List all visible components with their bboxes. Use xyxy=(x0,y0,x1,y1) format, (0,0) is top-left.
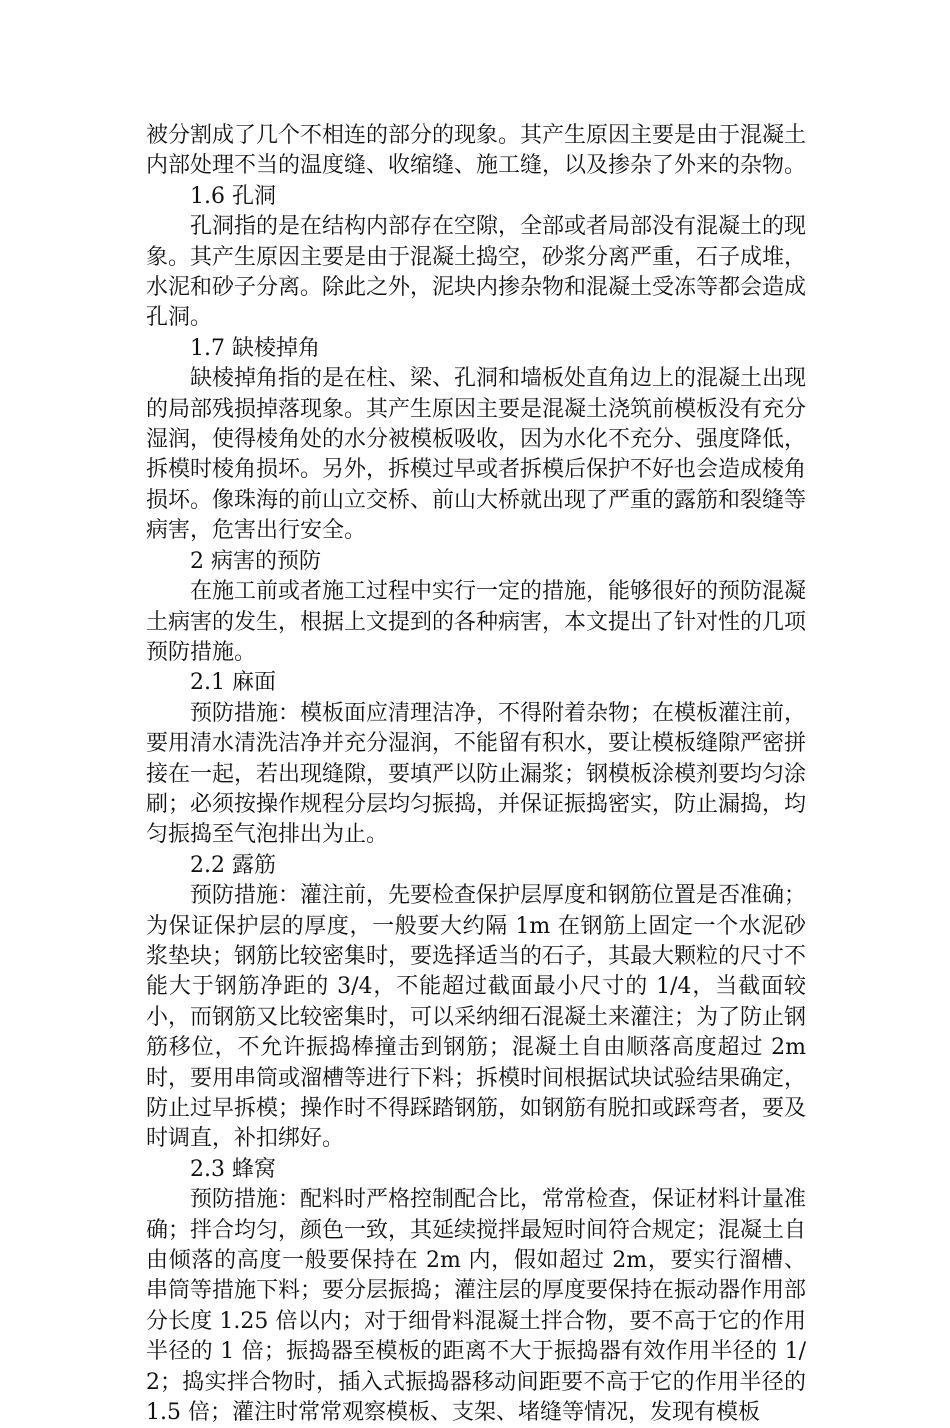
section-heading-2-2: 2.2 露筋 xyxy=(190,852,276,878)
paragraph-exposed-rebar-prevention: 预防措施：灌注前，先要检查保护层厚度和钢筋位置是否准确；为保证保护层的厚度，一般要大约隔 1m 在钢筋上固定一个水泥砂浆垫块；钢筋比较密集时，要选择适当的石子，其最大颗粒的尺寸不能大于钢筋净距的 3/4，不能超过截面最小尺寸的 1/4，当截面较小，而钢筋又比较密集时，可以采纳细石混凝土来灌注；为了防止钢筋移位，不允许振捣棒撞击到钢筋；混凝土自由顺落高度超过 2m 时，要用串筒或溜槽等进行下料；拆模时间根据试块试验结果确定，防止过早拆模；操作时不得踩踏钢筋，如钢筋有脱扣或踩弯者，要及时调直，补扣绑好。 xyxy=(146,883,807,1152)
section-heading-2-3: 2.3 蜂窝 xyxy=(190,1156,276,1182)
paragraph-honeycomb-prevention: 预防措施：配料时严格控制配合比，常常检查，保证材料计量准确；拌合均匀，颜色一致，其延续搅拌最短时间符合规定；混凝土自由倾落的高度一般要保持在 2m 内，假如超过 2m，要实行溜槽、串筒等措施下料；要分层振捣；灌注层的厚度要保持在振动器作用部分长度 1.25 倍以内；对于细骨料混凝土拌合物，要不高于它的作用半径的 1 倍；振捣器至模板的距离不大于振捣器有效作用半径的 1/2；捣实拌合物时，插入式振捣器移动间距要不高于它的作用半径的 1.5 倍；灌注时常常观察模板、支架、堵缝等情况，发现有模板 xyxy=(146,1187,807,1426)
paragraph-intro-continuation: 被分割成了几个不相连的部分的现象。其产生原因主要是由于混凝土内部处理不当的温度缝、收缩缝、施工缝，以及掺杂了外来的杂物。 xyxy=(146,123,807,179)
section-heading-1-7: 1.7 缺棱掉角 xyxy=(190,335,320,361)
paragraph-broken-corners: 缺棱掉角指的是在柱、梁、孔洞和墙板处直角边上的混凝土出现的局部残损掉落现象。其产生原因主要是混凝土浇筑前模板没有充分湿润，使得棱角处的水分被模板吸收，因为水化不充分、强度降低，拆模时棱角损坏。另外，拆模过早或者拆模后保护不好也会造成棱角损坏。像珠海的前山立交桥、前山大桥就出现了严重的露筋和裂缝等病害，危害出行安全。 xyxy=(146,366,807,544)
paragraph-pitted-surface-prevention: 预防措施：模板面应清理洁净，不得附着杂物；在模板灌注前，要用清水清洗洁净并充分湿润，不能留有积水，要让模板缝隙严密拼接在一起，若出现缝隙，要填严以防止漏浆；钢模板涂模剂要均匀涂刷；必须按操作规程分层均匀振捣，并保证振捣密实，防止漏捣，均匀振捣至气泡排出为止。 xyxy=(146,700,807,848)
section-heading-1-6: 1.6 孔洞 xyxy=(190,183,276,209)
paragraph-prevention-intro: 在施工前或者施工过程中实行一定的措施，能够很好的预防混凝土病害的发生，根据上文提到的各种病害，本文提出了针对性的几项预防措施。 xyxy=(146,579,807,665)
paragraph-holes: 孔洞指的是在结构内部存在空隙，全部或者局部没有混凝土的现象。其产生原因主要是由于混凝土捣空，砂浆分离严重，石子成堆，水泥和砂子分离。除此之外，泥块内掺杂物和混凝土受冻等都会造成孔洞。 xyxy=(146,214,807,331)
document-body xyxy=(146,121,806,1428)
section-heading-2-1: 2.1 麻面 xyxy=(190,670,276,696)
section-heading-2: 2 病害的预防 xyxy=(190,548,321,574)
